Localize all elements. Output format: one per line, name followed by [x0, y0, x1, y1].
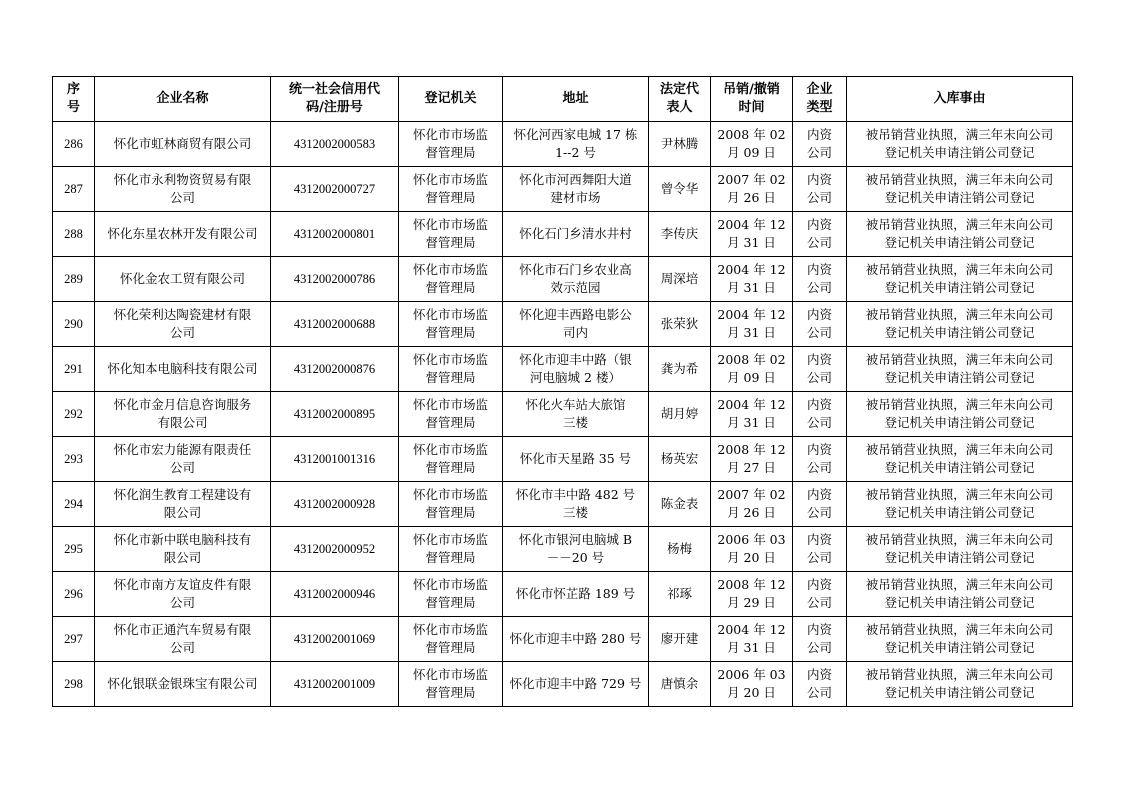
col-credit-code: 4312002001069	[271, 617, 399, 662]
col-legal-representative: 龚为希	[649, 347, 711, 392]
col-company-type: 内资 公司	[793, 617, 847, 662]
col-registration-authority: 怀化市市场监 督管理局	[399, 167, 503, 212]
col-reason: 被吊销营业执照，满三年未向公司 登记机关申请注销公司登记	[847, 122, 1073, 167]
table-row	[53, 347, 1073, 392]
col-registration-authority: 怀化市市场监 督管理局	[399, 257, 503, 302]
col-company-name: 怀化市金月信息咨询服务 有限公司	[95, 392, 271, 437]
col-company-type: 内资 公司	[793, 122, 847, 167]
col-company-name: 怀化荣利达陶瓷建材有限 公司	[95, 302, 271, 347]
table-row	[53, 392, 1073, 437]
col-legal-representative: 李传庆	[649, 212, 711, 257]
col-legal-representative: 陈金表	[649, 482, 711, 527]
col-registration-authority: 怀化市市场监 督管理局	[399, 302, 503, 347]
col-index: 292	[53, 392, 95, 437]
col-address: 怀化市银河电脑城 B －－20 号	[503, 527, 649, 572]
col-legal-representative: 杨梅	[649, 527, 711, 572]
col-company-name: 怀化东星农林开发有限公司	[95, 212, 271, 257]
col-company-type: 内资 公司	[793, 662, 847, 707]
col-address: 怀化市河西舞阳大道 建材市场	[503, 167, 649, 212]
col-company-name: 怀化知本电脑科技有限公司	[95, 347, 271, 392]
col-address: 怀化石门乡清水井村	[503, 212, 649, 257]
col-credit-code: 4312002000895	[271, 392, 399, 437]
header-col-credit-code: 统一社会信用代 码/注册号	[271, 77, 399, 122]
col-registration-authority: 怀化市市场监 督管理局	[399, 347, 503, 392]
col-registration-authority: 怀化市市场监 督管理局	[399, 212, 503, 257]
col-reason: 被吊销营业执照，满三年未向公司 登记机关申请注销公司登记	[847, 212, 1073, 257]
col-reason: 被吊销营业执照，满三年未向公司 登记机关申请注销公司登记	[847, 302, 1073, 347]
col-company-name: 怀化市南方友谊皮件有限 公司	[95, 572, 271, 617]
col-revocation-date: 2006 年 03 月 20 日	[711, 527, 793, 572]
header-col-company-name: 企业名称	[95, 77, 271, 122]
col-revocation-date: 2004 年 12 月 31 日	[711, 257, 793, 302]
col-legal-representative: 尹林腾	[649, 122, 711, 167]
col-credit-code: 4312002000786	[271, 257, 399, 302]
col-registration-authority: 怀化市市场监 督管理局	[399, 122, 503, 167]
col-credit-code: 4312002000727	[271, 167, 399, 212]
col-company-type: 内资 公司	[793, 347, 847, 392]
col-revocation-date: 2007 年 02 月 26 日	[711, 482, 793, 527]
col-revocation-date: 2004 年 12 月 31 日	[711, 212, 793, 257]
col-company-name: 怀化市虹林商贸有限公司	[95, 122, 271, 167]
table-row	[53, 572, 1073, 617]
col-index: 294	[53, 482, 95, 527]
col-credit-code: 4312002000952	[271, 527, 399, 572]
col-credit-code: 4312002000583	[271, 122, 399, 167]
col-revocation-date: 2008 年 02 月 09 日	[711, 347, 793, 392]
col-company-type: 内资 公司	[793, 437, 847, 482]
col-registration-authority: 怀化市市场监 督管理局	[399, 437, 503, 482]
col-company-name: 怀化市新中联电脑科技有 限公司	[95, 527, 271, 572]
col-revocation-date: 2006 年 03 月 20 日	[711, 662, 793, 707]
col-revocation-date: 2004 年 12 月 31 日	[711, 302, 793, 347]
header-col-address: 地址	[503, 77, 649, 122]
table-row	[53, 122, 1073, 167]
col-legal-representative: 周深培	[649, 257, 711, 302]
col-credit-code: 4312002000946	[271, 572, 399, 617]
col-registration-authority: 怀化市市场监 督管理局	[399, 572, 503, 617]
table-row	[53, 662, 1073, 707]
col-index: 296	[53, 572, 95, 617]
header-col-reason: 入库事由	[847, 77, 1073, 122]
col-credit-code: 4312002001009	[271, 662, 399, 707]
col-revocation-date: 2008 年 12 月 27 日	[711, 437, 793, 482]
col-index: 293	[53, 437, 95, 482]
col-company-name: 怀化润生教育工程建设有 限公司	[95, 482, 271, 527]
table-header	[53, 77, 1073, 122]
col-address: 怀化河西家电城 17 栋 1--2 号	[503, 122, 649, 167]
table-row	[53, 527, 1073, 572]
col-reason: 被吊销营业执照，满三年未向公司 登记机关申请注销公司登记	[847, 572, 1073, 617]
col-index: 295	[53, 527, 95, 572]
col-credit-code: 4312002000876	[271, 347, 399, 392]
col-company-type: 内资 公司	[793, 212, 847, 257]
col-legal-representative: 唐慎余	[649, 662, 711, 707]
col-address: 怀化火车站大旅馆 三楼	[503, 392, 649, 437]
col-registration-authority: 怀化市市场监 督管理局	[399, 482, 503, 527]
col-credit-code: 4312002000688	[271, 302, 399, 347]
header-col-revocation-date: 吊销/撤销 时间	[711, 77, 793, 122]
col-reason: 被吊销营业执照，满三年未向公司 登记机关申请注销公司登记	[847, 527, 1073, 572]
col-company-type: 内资 公司	[793, 167, 847, 212]
col-address: 怀化迎丰西路电影公 司内	[503, 302, 649, 347]
col-index: 288	[53, 212, 95, 257]
col-address: 怀化市丰中路 482 号 三楼	[503, 482, 649, 527]
col-index: 287	[53, 167, 95, 212]
col-reason: 被吊销营业执照，满三年未向公司 登记机关申请注销公司登记	[847, 437, 1073, 482]
col-legal-representative: 张荣狄	[649, 302, 711, 347]
col-reason: 被吊销营业执照，满三年未向公司 登记机关申请注销公司登记	[847, 617, 1073, 662]
col-registration-authority: 怀化市市场监 督管理局	[399, 617, 503, 662]
col-company-name: 怀化市永利物资贸易有限 公司	[95, 167, 271, 212]
table-row	[53, 482, 1073, 527]
col-index: 289	[53, 257, 95, 302]
col-credit-code: 4312001001316	[271, 437, 399, 482]
col-reason: 被吊销营业执照，满三年未向公司 登记机关申请注销公司登记	[847, 257, 1073, 302]
col-revocation-date: 2008 年 12 月 29 日	[711, 572, 793, 617]
col-address: 怀化市迎丰中路 729 号	[503, 662, 649, 707]
col-company-type: 内资 公司	[793, 572, 847, 617]
col-revocation-date: 2004 年 12 月 31 日	[711, 617, 793, 662]
col-index: 297	[53, 617, 95, 662]
col-index: 286	[53, 122, 95, 167]
table-row	[53, 617, 1073, 662]
col-reason: 被吊销营业执照，满三年未向公司 登记机关申请注销公司登记	[847, 347, 1073, 392]
col-credit-code: 4312002000928	[271, 482, 399, 527]
col-legal-representative: 胡月婷	[649, 392, 711, 437]
col-company-name: 怀化市正通汽车贸易有限 公司	[95, 617, 271, 662]
header-col-company-type: 企业 类型	[793, 77, 847, 122]
header-row	[53, 77, 1073, 122]
col-index: 291	[53, 347, 95, 392]
col-company-name: 怀化金农工贸有限公司	[95, 257, 271, 302]
col-revocation-date: 2008 年 02 月 09 日	[711, 122, 793, 167]
col-company-type: 内资 公司	[793, 392, 847, 437]
col-legal-representative: 杨英宏	[649, 437, 711, 482]
col-registration-authority: 怀化市市场监 督管理局	[399, 392, 503, 437]
col-revocation-date: 2007 年 02 月 26 日	[711, 167, 793, 212]
col-credit-code: 4312002000801	[271, 212, 399, 257]
col-legal-representative: 曾令华	[649, 167, 711, 212]
header-col-index: 序 号	[53, 77, 95, 122]
col-company-type: 内资 公司	[793, 257, 847, 302]
col-reason: 被吊销营业执照，满三年未向公司 登记机关申请注销公司登记	[847, 167, 1073, 212]
col-company-name: 怀化市宏力能源有限责任 公司	[95, 437, 271, 482]
col-index: 298	[53, 662, 95, 707]
col-company-type: 内资 公司	[793, 527, 847, 572]
col-address: 怀化市天星路 35 号	[503, 437, 649, 482]
col-legal-representative: 廖开建	[649, 617, 711, 662]
col-reason: 被吊销营业执照，满三年未向公司 登记机关申请注销公司登记	[847, 482, 1073, 527]
col-company-type: 内资 公司	[793, 302, 847, 347]
col-reason: 被吊销营业执照，满三年未向公司 登记机关申请注销公司登记	[847, 662, 1073, 707]
header-col-registration-authority: 登记机关	[399, 77, 503, 122]
col-revocation-date: 2004 年 12 月 31 日	[711, 392, 793, 437]
col-legal-representative: 祁琢	[649, 572, 711, 617]
col-registration-authority: 怀化市市场监 督管理局	[399, 527, 503, 572]
table-row	[53, 167, 1073, 212]
col-company-name: 怀化银联金银珠宝有限公司	[95, 662, 271, 707]
col-address: 怀化市迎丰中路 280 号	[503, 617, 649, 662]
header-col-legal-representative: 法定代 表人	[649, 77, 711, 122]
col-address: 怀化市怀芷路 189 号	[503, 572, 649, 617]
col-address: 怀化市迎丰中路（银 河电脑城 2 楼）	[503, 347, 649, 392]
col-address: 怀化市石门乡农业高 效示范园	[503, 257, 649, 302]
table-row	[53, 212, 1073, 257]
col-index: 290	[53, 302, 95, 347]
revoked-companies-table	[52, 76, 1073, 707]
table-body	[53, 122, 1073, 707]
col-registration-authority: 怀化市市场监 督管理局	[399, 662, 503, 707]
table-row	[53, 437, 1073, 482]
table-row	[53, 257, 1073, 302]
col-company-type: 内资 公司	[793, 482, 847, 527]
table-row	[53, 302, 1073, 347]
col-reason: 被吊销营业执照，满三年未向公司 登记机关申请注销公司登记	[847, 392, 1073, 437]
